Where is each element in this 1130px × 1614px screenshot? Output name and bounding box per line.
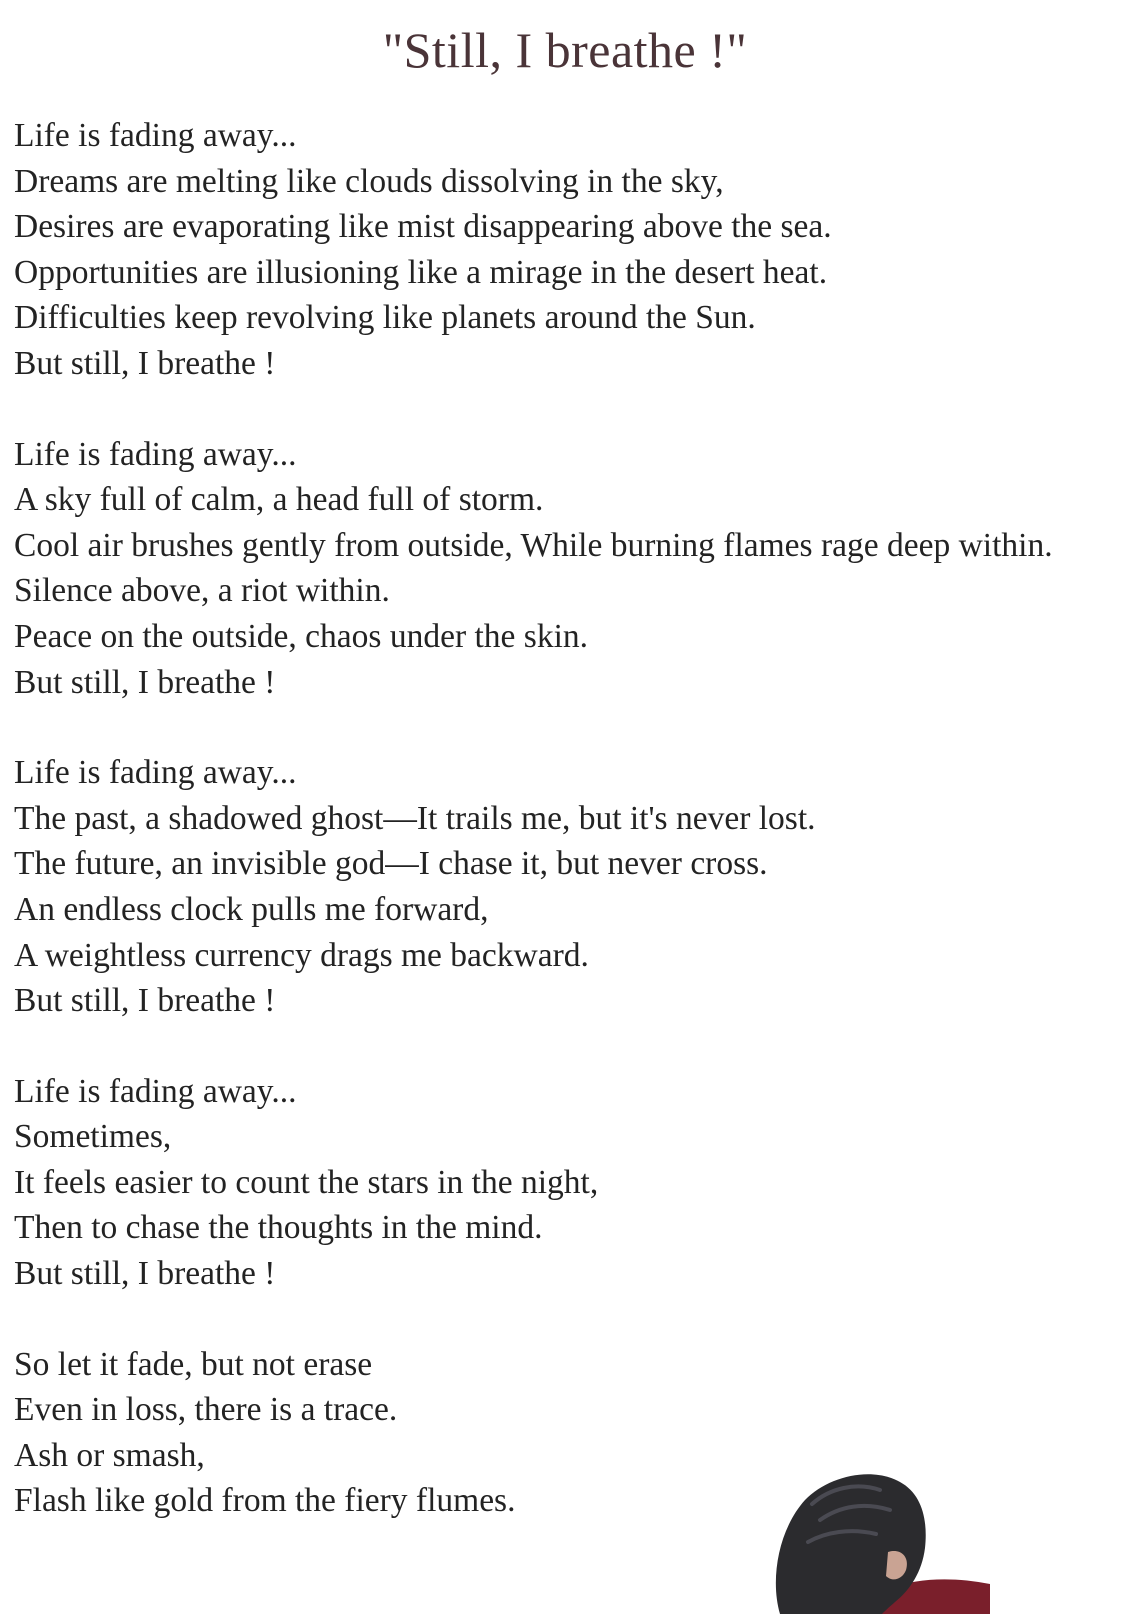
poem-line: But still, I breathe !: [14, 1255, 276, 1293]
poem-line: A sky full of calm, a head full of storm.: [14, 481, 544, 519]
poem-line: Difficulties keep revolving like planets around the Sun.: [14, 299, 756, 337]
person-illustration: [760, 1460, 990, 1614]
person-silhouette-image: [760, 1460, 990, 1614]
poem-line: Dreams are melting like clouds dissolving in the sky,: [14, 162, 724, 200]
poem-line: Life is fading away...: [14, 1072, 297, 1110]
stanza-4: [14, 1069, 1119, 1297]
poem-line: But still, I breathe !: [14, 344, 276, 382]
poem-line: An endless clock pulls me forward,: [14, 890, 489, 928]
poem-line: A weightless currency drags me backward.: [14, 936, 589, 974]
poem-line: Opportunities are illusioning like a mirage in the desert heat.: [14, 253, 828, 291]
poem-line: But still, I breathe !: [14, 982, 276, 1020]
poem-line: Life is fading away...: [14, 435, 297, 473]
poem-line: Then to chase the thoughts in the mind.: [14, 1209, 543, 1247]
poem-line: The future, an invisible god—I chase it, but never cross.: [14, 845, 768, 883]
stanza-1: [14, 113, 1119, 387]
stanza-3: [14, 750, 1119, 1024]
poem-line: The past, a shadowed ghost—It trails me, but it's never lost.: [14, 799, 816, 837]
poem-line: Even in loss, there is a trace.: [14, 1391, 398, 1429]
poem-line: Flash like gold from the fiery flumes.: [14, 1482, 516, 1520]
poem-title: "Still, I breathe !": [382, 22, 748, 78]
poem-line: Life is fading away...: [14, 117, 297, 154]
poem-line: It feels easier to count the stars in the night,: [14, 1163, 599, 1201]
poem-line: Life is fading away...: [14, 754, 297, 792]
poem-line: But still, I breathe !: [14, 663, 276, 701]
poem-line: Cool air brushes gently from outside, While burning flames rage deep within.: [14, 526, 1053, 564]
poem-body: [14, 113, 1119, 1569]
poem-line: Silence above, a riot within.: [14, 572, 390, 610]
poem-line: So let it fade, but not erase: [14, 1345, 373, 1383]
poem-line: Sometimes,: [14, 1118, 172, 1156]
poem-line: Ash or smash,: [14, 1436, 205, 1474]
stanza-2: [14, 432, 1119, 706]
poem-line: Desires are evaporating like mist disappearing above the sea.: [14, 208, 832, 246]
hair-head: [776, 1474, 926, 1614]
poem-line: Peace on the outside, chaos under the skin.: [14, 617, 588, 655]
